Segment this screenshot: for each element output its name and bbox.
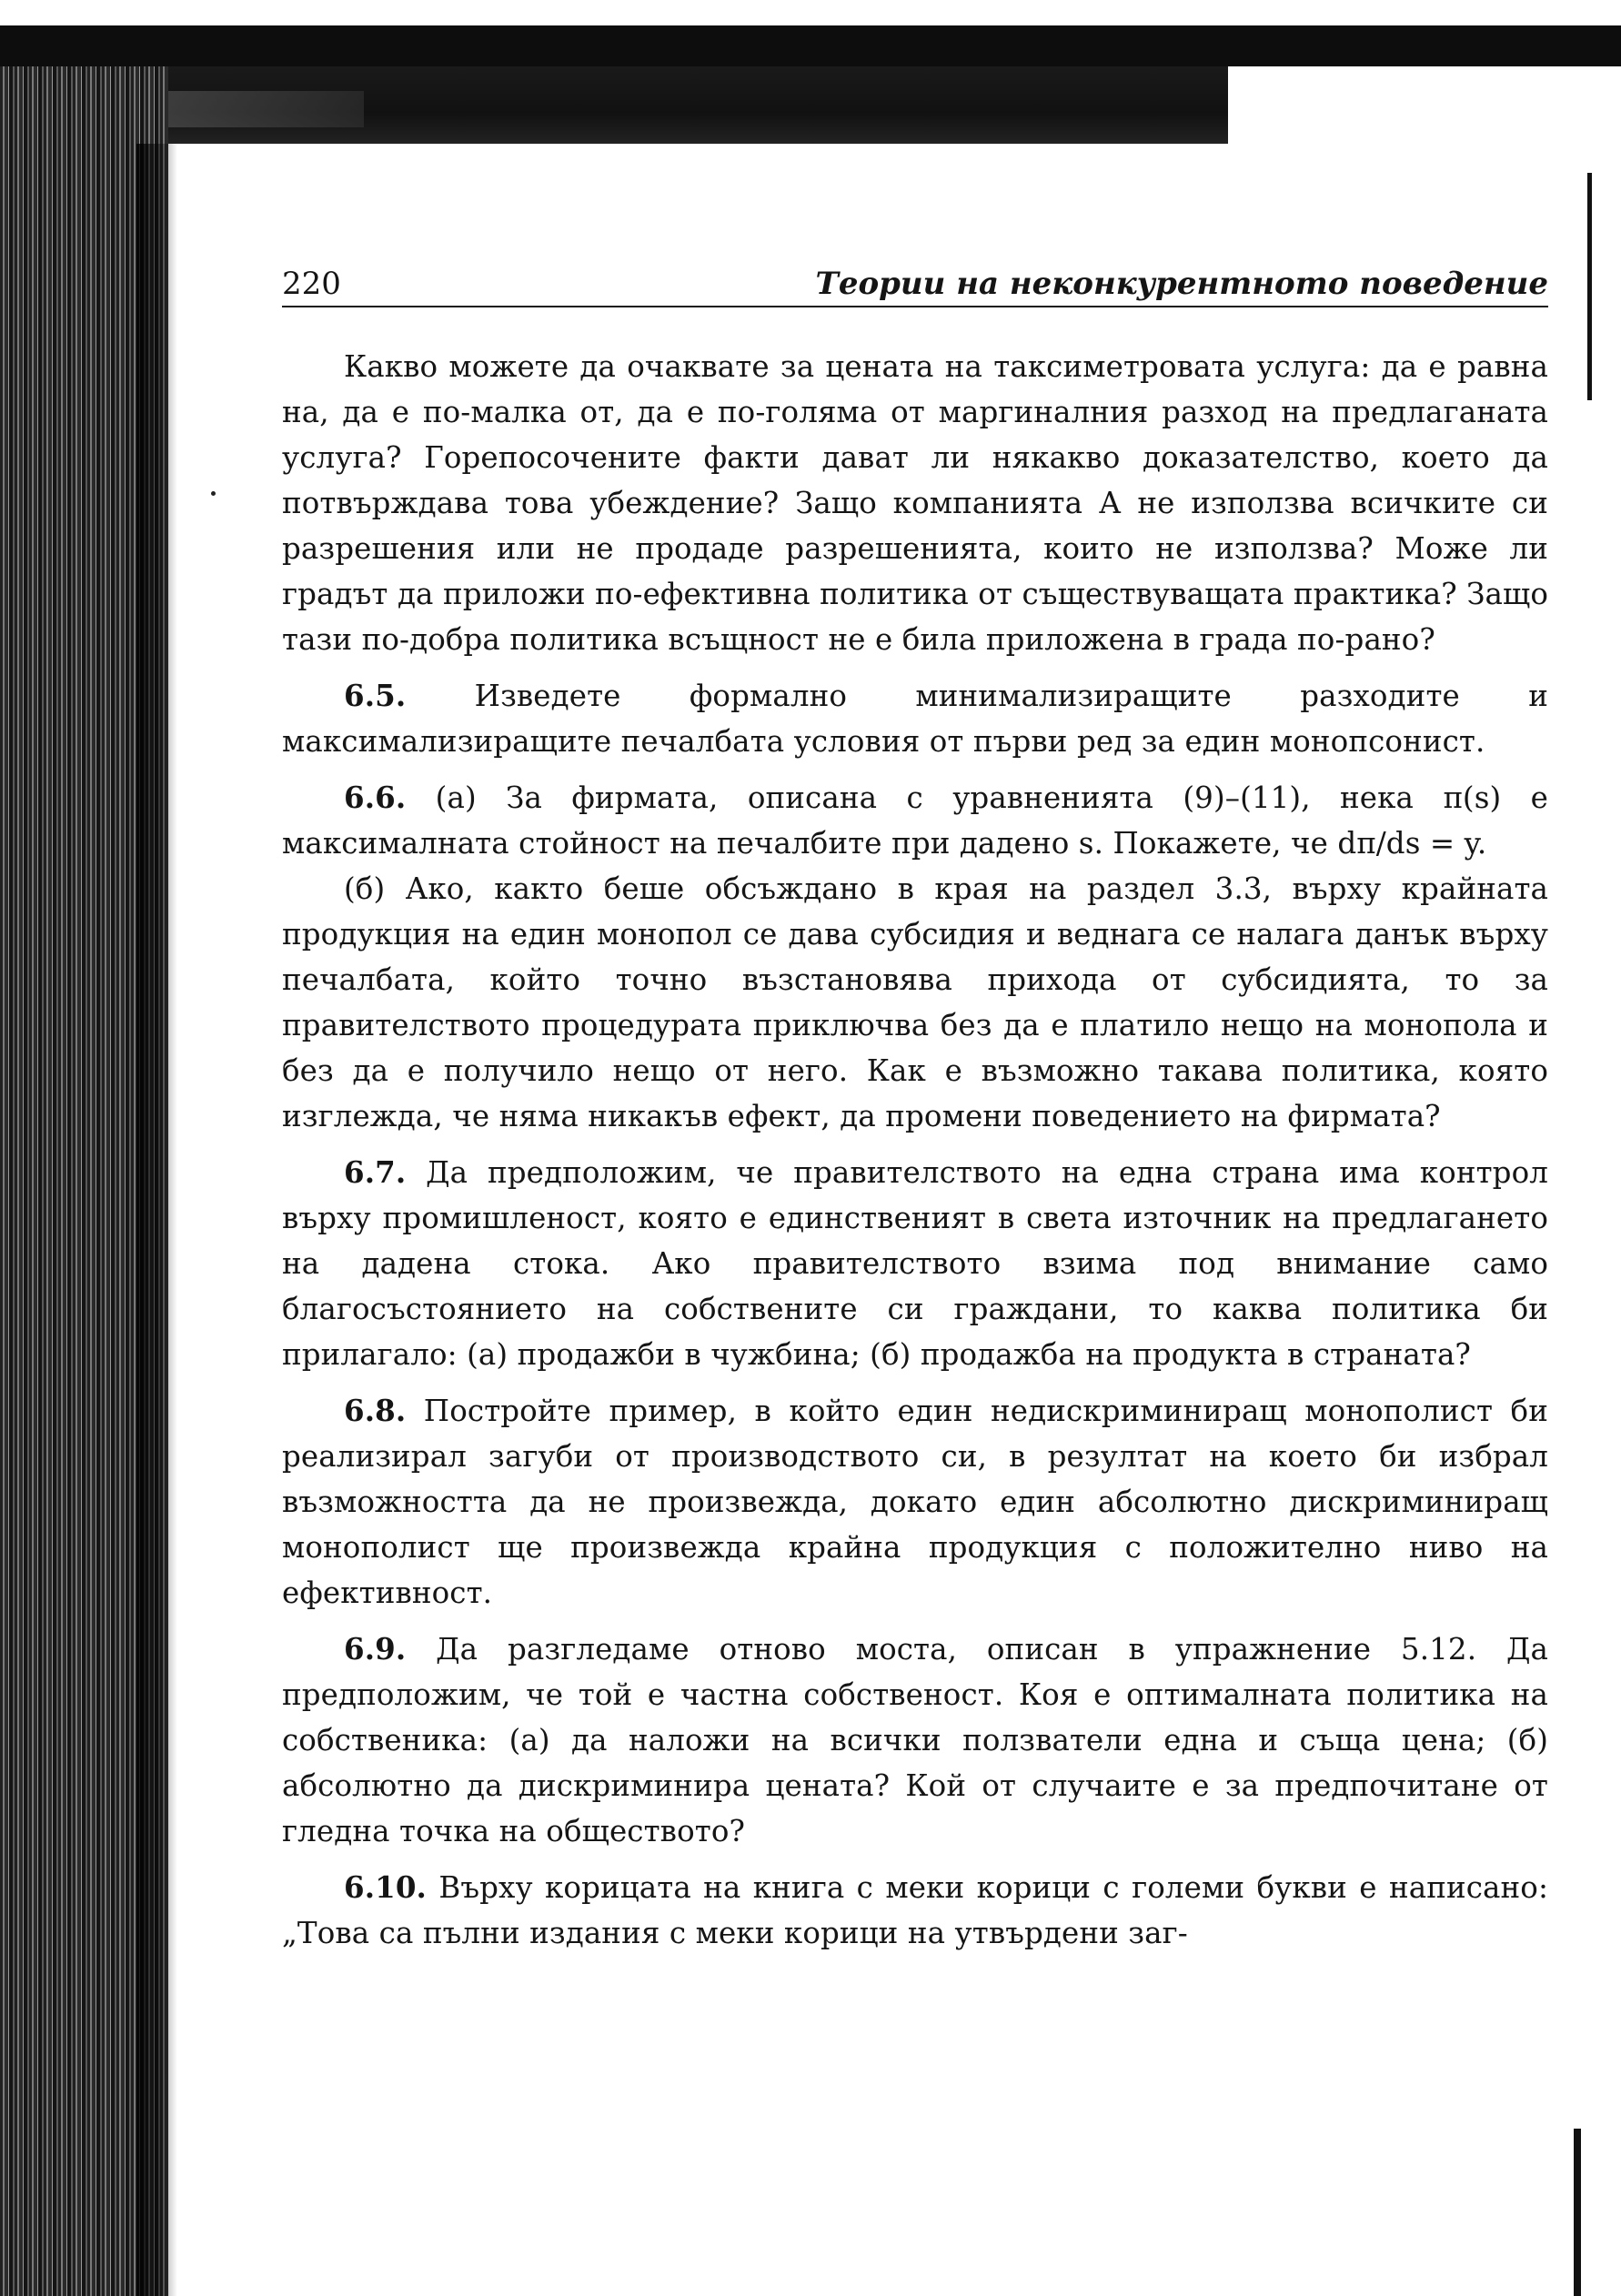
scan-speck	[211, 491, 216, 496]
exercise-6-7	[282, 1150, 1548, 1377]
paragraph-continuation	[282, 344, 1548, 662]
exercise-6-9	[282, 1626, 1548, 1854]
paragraph-text: Какво можете да очаквате за цената на таксиметровата услуга: да е равна на, да е по-малка от, да е по-голяма от маргиналния разход на предлаганата услуга? Горепосочените факти дават ли някакво доказателство, което да потвърждава това убеждение? Защо компанията А не използва всичките си разрешения или не продаде разрешенията, които не използва? Може ли градът да приложи по-ефективна политика от съществуващата практика? Защо тази по-добра политика всъщност не е била приложена в града по-рано?	[282, 349, 1548, 657]
book-page	[282, 264, 1548, 1967]
paragraph-text: Да предположим, че правителството на една страна има контрол върху промишленост, която е единственият в света източник на предлагането на дадена стока. Ако правителството взима под внимание само благосъстоянието на собствените си граждани, то каква политика би прилагало: (а) продажби в чужбина; (б) продажба на продукта в страната?	[282, 1155, 1548, 1372]
paragraph-text: Върху корицата на книга с меки корици с големи букви е написано: „Това са пълни издания с меки корици на утвърдени заг-	[282, 1870, 1548, 1950]
page-number: 220	[282, 266, 341, 302]
paragraph-text: Да разгледаме отново моста, описан в упражнение 5.12. Да предположим, че той е частна собственост. Коя е оптималната политика на собственика: (а) да наложи на всички ползватели една и съща цена; (б) абсолютно да дискриминира цената? Кой от случаите е за предпочитане от гледна точка на обществото?	[282, 1632, 1548, 1848]
paragraph-text: Постройте пример, в който един недискриминиращ монополист би реализирал загуби от производството си, в резултат на което би избрал възможността да не произвежда, докато един абсолютно дискриминиращ монополист ще произвежда крайна продукция с положително ниво на ефективност.	[282, 1394, 1548, 1610]
exercise-number: 6.8.	[344, 1393, 407, 1428]
exercise-number: 6.5.	[344, 678, 407, 713]
body-text	[282, 344, 1548, 1956]
exercise-6-6a	[282, 775, 1548, 866]
exercise-6-10	[282, 1865, 1548, 1956]
scan-spine-shadow	[136, 144, 177, 2296]
exercise-number: 6.7.	[344, 1154, 407, 1190]
exercise-number: 6.9.	[344, 1631, 407, 1667]
scan-right-edge-mark-bottom	[1574, 2129, 1581, 2296]
exercise-6-8	[282, 1388, 1548, 1616]
exercise-number: 6.10.	[344, 1869, 427, 1905]
scan-right-edge-mark	[1587, 173, 1592, 400]
paragraph-text: (а) За фирмата, описана с уравненията (9)–(11), нека π(s) е максималната стойност на печалбите при дадено s. Покажете, че dπ/ds = y.	[282, 780, 1548, 861]
chapter-title: Теории на неконкурентното поведение	[815, 266, 1548, 302]
exercise-6-6b	[282, 866, 1548, 1139]
exercise-6-5	[282, 673, 1548, 764]
running-head	[282, 264, 1548, 307]
exercise-number: 6.6.	[344, 780, 407, 815]
scan-top-border	[0, 25, 1621, 66]
paragraph-text: (б) Ако, както беше обсъждано в края на раздел 3.3, върху крайната продукция на един монопол се дава субсидия и веднага се налага данък върху печалбата, който точно възстановява прихода от субсидията, то за правителството процедурата приключва без да е платило нещо на монопола и без да е получило нещо от него. Как е възможно такава политика, която изглежда, че няма никакъв ефект, да промени поведението на фирмата?	[282, 871, 1548, 1133]
paragraph-text: Изведете формално минимализиращите разходите и максимализиращите печалбата условия от първи ред за един монопсонист.	[282, 679, 1548, 759]
